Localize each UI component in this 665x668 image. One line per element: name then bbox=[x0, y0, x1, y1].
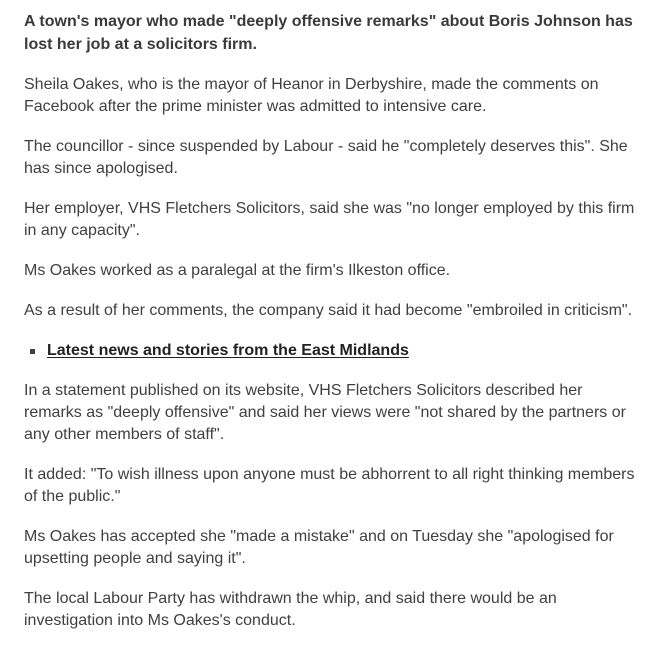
paragraph-3: Her employer, VHS Fletchers Solicitors, said she was "no longer employed by this firm in any capacity". bbox=[24, 200, 635, 239]
paragraph-1: Sheila Oakes, who is the mayor of Heanor in Derbyshire, made the comments on Facebook after the prime minister was admitted to intensive care. bbox=[24, 76, 599, 115]
article-intro: A town's mayor who made "deeply offensive remarks" about Boris Johnson has lost her job at a solicitors firm. bbox=[24, 13, 633, 53]
article-body bbox=[24, 10, 644, 650]
paragraph-6: In a statement published on its website, VHS Fletchers Solicitors described her remarks as "deeply offensive" and said her views were "not shared by the partners or any other members of staff". bbox=[24, 382, 626, 443]
east-midlands-news-link[interactable]: Latest news and stories from the East Midlands bbox=[47, 342, 409, 359]
paragraph-4: Ms Oakes worked as a paralegal at the firm's Ilkeston office. bbox=[24, 262, 451, 279]
square-bullet-icon bbox=[30, 349, 35, 354]
related-links-list bbox=[24, 340, 644, 362]
related-link-item bbox=[24, 340, 644, 362]
paragraph-2: The councillor - since suspended by Labour - said he "completely deserves this". She has since apologised. bbox=[24, 138, 628, 177]
paragraph-8: Ms Oakes has accepted she "made a mistake" and on Tuesday she "apologised for upsetting people and saying it". bbox=[24, 528, 614, 567]
paragraph-5: As a result of her comments, the company said it had become "embroiled in criticism". bbox=[24, 302, 633, 319]
paragraph-9: The local Labour Party has withdrawn the whip, and said there would be an investigation into Ms Oakes's conduct. bbox=[24, 590, 557, 629]
paragraph-7: It added: "To wish illness upon anyone must be abhorrent to all right thinking members of the public." bbox=[24, 466, 635, 505]
